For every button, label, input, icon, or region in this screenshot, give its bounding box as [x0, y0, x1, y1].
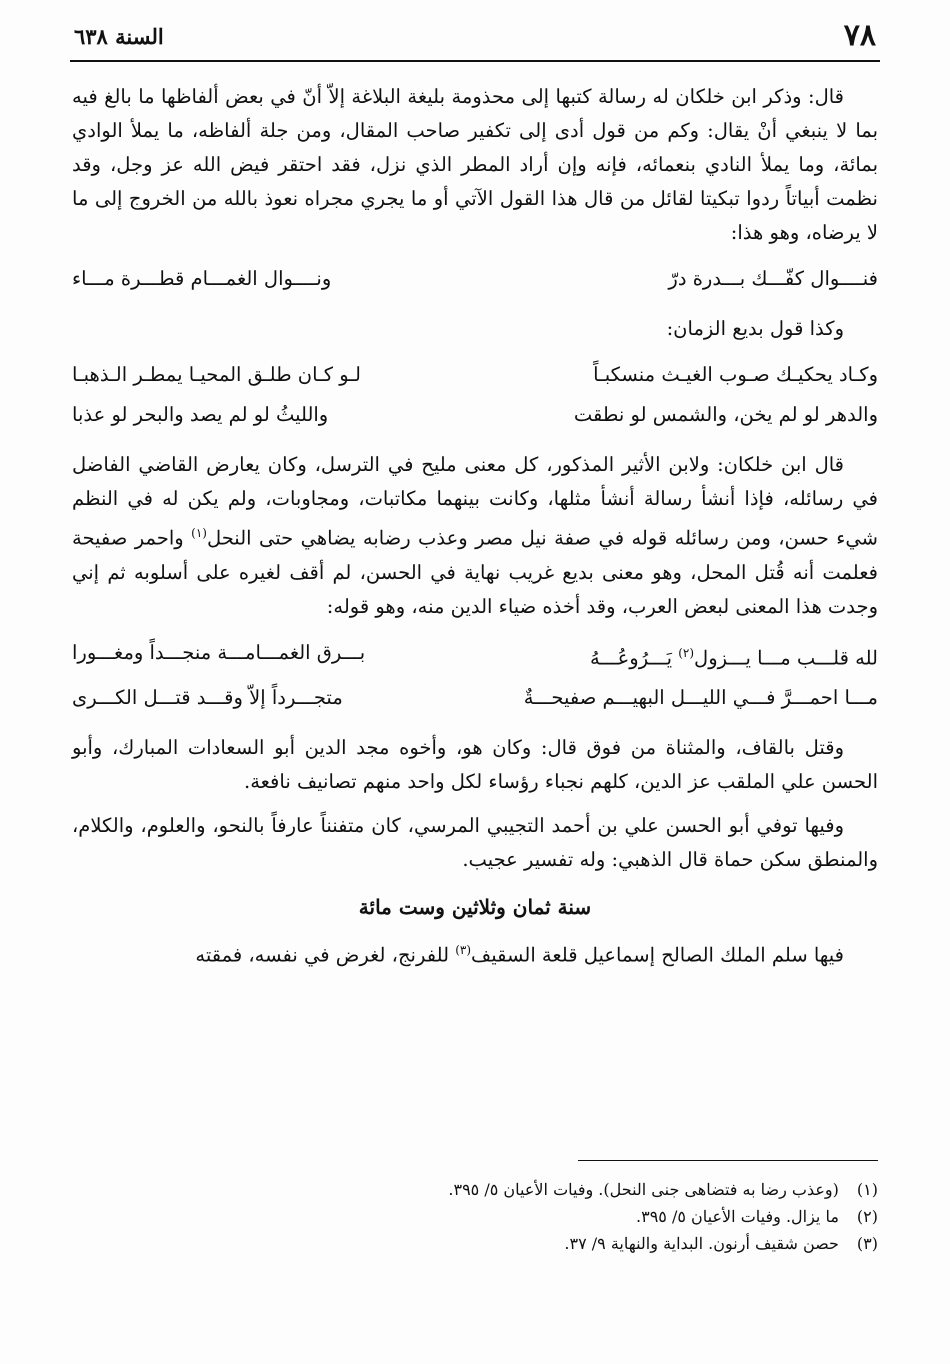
footnote: [72, 1203, 878, 1230]
verse-hemistich-second: لـو كـان طلـق المحيـا يمطـر الـذهبـا: [72, 363, 361, 386]
footnote-text: ما يزال. وفيات الأعيان ٥/ ٣٩٥.: [636, 1207, 839, 1226]
verse-line: [72, 356, 878, 394]
page-number: ٧٨: [843, 18, 876, 53]
paragraph-text: فيها سلم الملك الصالح إسماعيل قلعة السقيف: [471, 943, 844, 967]
verse-hemistich-second: ونــــوال الغمـــام قطـــرة مـــاء: [72, 267, 332, 290]
verse-line: [72, 679, 878, 717]
footnotes: [72, 1176, 878, 1257]
paragraph-text: واحمر صفيحة فعلمت أنه قُتل المحل، وهو معنى بديع غريب نهاية في الحسن، لم أقف لغيره على أسلوبه ثم إني وجدت هذا المعنى لبعض العرب، وقد أخذه ضياء الدين منه، وهو قوله:: [72, 526, 878, 618]
footnote: [72, 1176, 878, 1203]
footnote-marker[interactable]: (١): [191, 526, 207, 540]
footnote-text: حصن شقيف أرنون. البداية والنهاية ٩/ ٣٧.: [564, 1234, 839, 1253]
paragraph: قال: وذكر ابن خلكان له رسالة كتبها إلى محذومة بليغة البلاغة إلاّ أنّ في بعض ألفاظها ما بالغ فيه بما لا ينبغي أنْ يقال: وكم من قول أدى إلى تكفير صاحب المقال، ومن جلة ألفاظه، ما يملأ الوادي بمائة، وما يملأ النادي بنعمائه، فإنه وإن أراد المطر الذي نزل، فقد احتقر فيض الله عز وجل، وقد نظمت أبياتاً ردوا تبكيتا لقائل من قال هذا القول الآتي أو ما يجري مجراه نعوذ بالله من الخروج إلى ما لا يرضاه، وهو هذا:: [72, 85, 878, 244]
verse-hemistich-second: والليثُ لو لم يصد والبحر لو عذبا: [72, 403, 329, 426]
section-heading: سنة ثمان وثلاثين وست مائة: [358, 895, 592, 919]
verse-text: لله قلـــب مـــا يـــزول: [694, 646, 878, 669]
verse-text: يَـــرُوعُـــهُ: [590, 646, 679, 669]
running-title: السنة ٦٣٨: [74, 24, 164, 49]
verse-block: [72, 634, 878, 718]
footnote: [72, 1230, 878, 1257]
verse-line: [72, 260, 878, 298]
paragraph: وفيها توفي أبو الحسن علي بن أحمد التجيبي المرسي، كان متفنناً عارفاً بالنحو، والعلوم، والكلام، والمنطق سكن حماة قال الذهبي: وله تفسير عجيب.: [72, 814, 878, 871]
verse-hemistich-first: مـــا احمـــرَّ فـــي الليـــل البهيـــم صفيحـــةٌ: [523, 686, 878, 709]
verse-line: [72, 396, 878, 434]
paragraph-text: للفرنج، لغرض في نفسه، فمقته: [195, 943, 456, 967]
verse-hemistich-first: وكـاد يحكيـك صـوب الغيـث منسكبـاً: [593, 363, 878, 386]
main-text: [72, 80, 878, 983]
paragraph: وكذا قول بديع الزمان:: [666, 317, 844, 340]
verse-block: [72, 356, 878, 434]
paragraph: وقتل بالقاف، والمثناة من فوق قال: وكان هو، وأخوه مجد الدين أبو السعادات المبارك، وأبو الحسن علي الملقب عز الدين، كلهم نجباء رؤساء لكل واحد منهم تصانيف نافعة.: [72, 736, 878, 793]
footnote-marker[interactable]: (٢): [678, 645, 695, 660]
header-rule: [70, 60, 880, 62]
verse-hemistich-second: بـــرق الغمـــامـــة منجـــداً ومغـــورا: [72, 640, 366, 664]
verse-hemistich-first: [508, 634, 878, 678]
verse-block: [72, 260, 878, 298]
verse-line: [72, 634, 878, 678]
footnote-rule: [578, 1160, 878, 1161]
footnote-marker[interactable]: (٣): [455, 943, 472, 957]
running-header: [70, 14, 880, 58]
footnote-text: (وعذب رضا به فتضاهى جنى النحل). وفيات الأعيان ٥/ ٣٩٥.: [448, 1180, 839, 1199]
verse-hemistich-first: فنــــوال كفّـــك بـــدرة درّ: [668, 267, 878, 290]
footnote-number: (٢): [856, 1207, 878, 1226]
footnote-number: (١): [856, 1180, 878, 1199]
verse-hemistich-second: متجـــرداً إلاّ وقـــد قتـــل الكـــرى: [72, 686, 343, 709]
paragraph-text: قال ابن خلكان: ولابن الأثير المذكور، كل معنى مليح في الترسل، وكان يعارض القاضي الفاضل في رسائله، فإذا أنشأ رسالة أنشأ مثلها، وكانت بينهما مكاتبات، ومجاوبات، ولم يكن له في النظم شيء حسن، ومن رسائله قوله في صفة نيل مصر وعذب رضابه يضاهي حتى النحل: [72, 453, 879, 550]
footnote-number: (٣): [856, 1234, 878, 1253]
paragraph: [72, 448, 878, 624]
paragraph: [72, 933, 878, 973]
verse-hemistich-first: والدهر لو لم يخن، والشمس لو نطقت: [573, 403, 878, 426]
